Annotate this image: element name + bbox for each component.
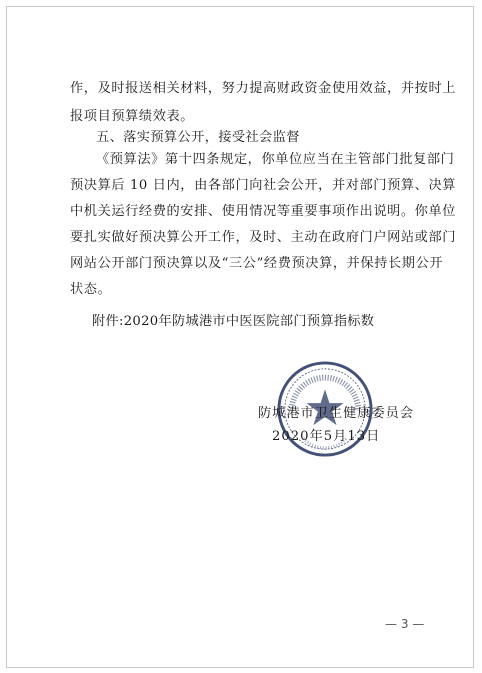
section-heading: 五、落实预算公开，接受社会监督 (96, 130, 300, 145)
body-line-5: 预决算后 10 日内，由各部门向社会公开，并对部门预算、决算 (70, 178, 457, 193)
body-line-9: 状态。 (70, 282, 112, 297)
issue-date: 2020年5月13日 (272, 429, 381, 444)
page-number: — 3 — (385, 617, 425, 631)
body-line-2: 报项目预算绩效表。 (70, 109, 195, 124)
body-line-1: 作，及时报送相关材料，努力提高财政资金使用效益，并按时上 (70, 81, 457, 96)
body-line-7: 要扎实做好预决算公开工作，及时、主动在政府门户网站或部门 (70, 230, 457, 245)
issuer-name: 防城港市卫生健康委员会 (258, 406, 415, 421)
attachment-line: 附件:2020年防城港市中医医院部门预算指标数 (92, 314, 375, 329)
body-line-6: 中机关运行经费的安排、使用情况等重要事项作出说明。你单位 (70, 204, 457, 219)
body-line-8: 网站公开部门预决算以及“三公”经费预决算，并保持长期公开 (70, 256, 444, 271)
body-line-4: 《预算法》第十四条规定，你单位应当在主管部门批复部门 (96, 152, 455, 167)
page-frame (6, 6, 474, 668)
